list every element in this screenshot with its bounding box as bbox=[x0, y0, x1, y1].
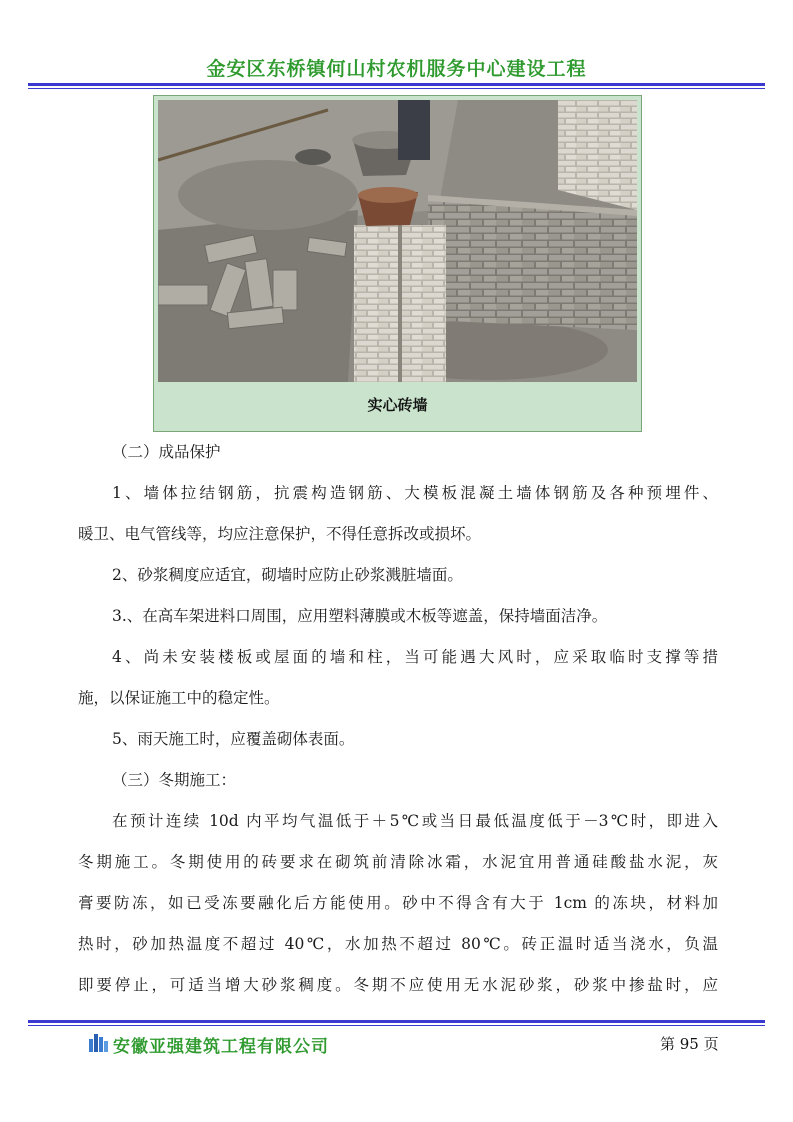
section-heading: （三）冬期施工： bbox=[112, 771, 237, 789]
footer-company-name: 安徽亚强建筑工程有限公司 bbox=[113, 1037, 329, 1057]
body-text bbox=[78, 432, 718, 1006]
paragraph-line: 即要停止，可适当增大砂浆稠度。冬期不应使用无水泥砂浆，砂浆中掺盐时，应 bbox=[78, 976, 718, 994]
paragraph-line: 2、砂浆稠度应适宜，砌墙时应防止砂浆溅脏墙面。 bbox=[112, 566, 463, 584]
paragraph-line: 3.、在高车架进料口周围，应用塑料薄膜或木板等遮盖，保持墙面洁净。 bbox=[112, 607, 608, 625]
paragraph-line: 1、墙体拉结钢筋，抗震构造钢筋、大模板混凝土墙体钢筋及各种预埋件、 bbox=[112, 484, 718, 502]
page-number: 第 95 页 bbox=[660, 1035, 719, 1053]
paragraph-line: 暖卫、电气管线等，均应注意保护，不得任意拆改或损坏。 bbox=[78, 525, 482, 543]
header-divider bbox=[28, 83, 765, 89]
paragraph-line: 冬期施工。冬期使用的砖要求在砌筑前清除冰霜，水泥宜用普通硅酸盐水泥，灰 bbox=[78, 853, 718, 871]
paragraph-line: 热时，砂加热温度不超过 40℃，水加热不超过 80℃。砖正温时适当浇水，负温 bbox=[78, 935, 718, 953]
section-heading: （二）成品保护 bbox=[112, 443, 221, 461]
company-logo-icon bbox=[88, 1031, 110, 1053]
page-header-title: 金安区东桥镇何山村农机服务中心建设工程 bbox=[206, 58, 587, 80]
brick-wall-photo bbox=[158, 100, 637, 382]
paragraph-line: 膏要防冻，如已受冻要融化后方能使用。砂中不得含有大于 1cm 的冻块，材料加 bbox=[78, 894, 718, 912]
paragraph-line: 5、雨天施工时，应覆盖砌体表面。 bbox=[112, 730, 355, 748]
paragraph-line: 4、尚未安装楼板或屋面的墙和柱，当可能遇大风时，应采取临时支撑等措 bbox=[112, 648, 718, 666]
paragraph-line: 施，以保证施工中的稳定性。 bbox=[78, 689, 280, 707]
footer-divider bbox=[28, 1020, 765, 1026]
paragraph-line: 在预计连续 10d 内平均气温低于＋5℃或当日最低温度低于－3℃时，即进入 bbox=[112, 812, 718, 830]
figure-box bbox=[153, 95, 642, 432]
figure-caption: 实心砖墙 bbox=[367, 396, 428, 414]
